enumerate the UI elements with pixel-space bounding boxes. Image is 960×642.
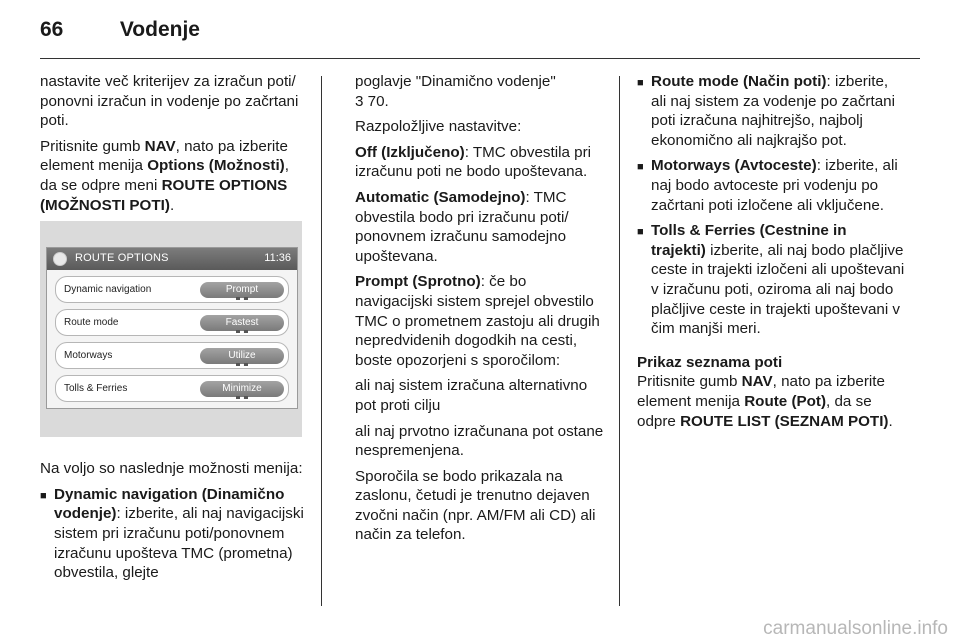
option-label: Dynamic navigation	[64, 283, 152, 295]
nav-key: NAV	[144, 137, 176, 155]
setting-description: : TMC obvestila pri izračunu poti ne bodo upoštevana.	[355, 143, 592, 181]
option-value[interactable]	[200, 282, 284, 298]
page-title: Vodenje	[119, 18, 200, 41]
bullet-text	[54, 485, 310, 583]
clock: 11:36	[264, 252, 291, 265]
dots-indicator	[236, 363, 248, 369]
option-route-mode[interactable]	[55, 309, 289, 336]
option-dynamic-navigation[interactable]	[55, 276, 289, 303]
screen-titlebar	[47, 248, 297, 270]
option-motorways[interactable]	[55, 342, 289, 369]
option-value[interactable]	[200, 381, 284, 397]
setting-description: : TMC obvestila bodo pri izračunu poti/ ponovnem izračunu samodejno upoštevana.	[355, 188, 569, 265]
paragraph-options-available: Na voljo so naslednje možnosti menija:	[40, 460, 303, 478]
option-label: Motorways	[64, 349, 113, 361]
paragraph-messages: Sporočila se bodo prikazala na zaslonu, četudi je trenutno dejaven zvočni način (npr. AM/FM ali CD) ali način za telefon.	[355, 467, 596, 544]
paragraph-original: ali naj prvotno izračunana pot ostane nespremenjena.	[355, 422, 604, 460]
text: , da se odpre meni	[40, 157, 289, 194]
nav-key: NAV	[741, 373, 773, 391]
text: Pritisnite gumb	[637, 373, 742, 391]
menu-options: Options (Možnosti)	[147, 157, 285, 175]
setting-description: : če bo navigacijski sistem sprejel obvestilo TMC o prometnem zastoju ali drugih nepredvidenih dogodkih na cesti, boste opozorjeni s sporočilom:	[355, 273, 600, 369]
menu-route: Route (Pot)	[744, 392, 827, 410]
text: .	[888, 412, 893, 430]
paragraph-instructions	[40, 137, 310, 215]
setting-off	[355, 143, 605, 182]
setting-automatic	[355, 188, 605, 266]
bullet-description: : izberite, ali naj navigacijski sistem pri izračunu poti/ponovnem izračunu upošteva TMC (prometna) obvestila, glejte	[54, 505, 304, 582]
menu-route-list: ROUTE LIST (SEZNAM POTI)	[680, 412, 889, 430]
page-header	[40, 18, 200, 42]
bullet-description: : izberite, ali naj bodo avtoceste pri vodenju po začrtani poti izločene ali vključene.	[651, 157, 898, 214]
bullet-text	[651, 221, 905, 339]
page-reference: 3 70.	[355, 92, 389, 110]
dots-indicator	[236, 330, 248, 336]
setting-term: Automatic (Samodejno)	[355, 188, 526, 206]
paragraph-settings: Razpoložljive nastavitve:	[355, 118, 522, 136]
option-tolls-ferries[interactable]	[55, 375, 289, 402]
column-2	[355, 72, 605, 551]
bullet-motorways	[637, 156, 905, 215]
bullet-term: Route mode (Način poti)	[651, 73, 827, 90]
page-number: 66	[40, 18, 64, 41]
option-value[interactable]	[200, 348, 284, 364]
bullet-dynamic-navigation	[40, 485, 310, 583]
text: .	[169, 196, 175, 214]
option-label: Tolls & Ferries	[64, 382, 128, 394]
text: Pritisnite gumb	[40, 137, 145, 155]
bullet-term: Tolls & Ferries (Cestnine in trajekti)	[651, 222, 847, 259]
column-divider-1	[321, 76, 322, 606]
text: poglavje "Dinamično vodenje"	[355, 73, 556, 90]
bullet-text	[651, 156, 905, 215]
column-divider-2	[619, 76, 620, 606]
bullet-route-mode	[637, 72, 905, 150]
watermark: carmanualsonline.info	[763, 618, 948, 639]
column-1	[40, 72, 310, 589]
bullet-description: : izberite, ali naj sistem za vodenje po začrtani poti izračuna najhitrejšo, najbolj ekonomično ali najkrajšo pot.	[651, 73, 895, 149]
paragraph-intro: nastavite več kriterijev za izračun poti/ ponovni izračun in vodenje po začrtani poti.	[40, 73, 299, 130]
option-value-text: Minimize	[222, 382, 262, 394]
dots-indicator	[236, 297, 248, 303]
header-rule	[40, 58, 920, 59]
dots-indicator	[236, 396, 248, 402]
menu-route-options: ROUTE OPTIONS (MOŽNOSTI POTI)	[40, 176, 288, 214]
bullet-square-icon: ■	[637, 226, 644, 239]
text: , nato pa izberite element menija	[40, 137, 288, 175]
bullet-square-icon: ■	[40, 489, 47, 502]
option-value-text: Fastest	[225, 316, 259, 328]
option-label: Route mode	[64, 316, 119, 328]
setting-prompt	[355, 272, 605, 370]
setting-term: Off (Izključeno)	[355, 143, 465, 161]
paragraph-chapter-ref	[355, 72, 605, 111]
section-heading: Prikaz seznama poti	[637, 353, 783, 371]
text: , da se odpre	[637, 392, 872, 430]
option-value-text: Prompt	[225, 283, 259, 295]
bullet-tolls-ferries	[637, 221, 905, 339]
brand-logo-icon	[53, 252, 67, 266]
bullet-term: Dynamic navigation (Dinamično vodenje)	[54, 485, 285, 523]
option-value-text: Utilize	[228, 349, 256, 361]
device-screen	[46, 247, 298, 409]
paragraph-alternative: ali naj sistem izračuna alternativno pot proti cilju	[355, 377, 588, 414]
bullet-description: izberite, ali naj bodo plačljive ceste in trajekti izločeni ali upoštevani v izračunu poti, oziroma ali naj bodo plačljive ceste in trajekti upoštevani v čim manjši meri.	[651, 241, 905, 338]
text: , nato pa izberite element menija	[637, 373, 885, 410]
screen-title: ROUTE OPTIONS	[75, 252, 169, 265]
option-value[interactable]	[200, 315, 284, 331]
paragraph-route-list	[637, 372, 905, 431]
setting-term: Prompt (Sprotno)	[355, 273, 481, 291]
column-3	[637, 72, 905, 437]
route-options-figure	[40, 221, 302, 437]
bullet-square-icon: ■	[637, 77, 644, 89]
bullet-text	[651, 72, 905, 150]
bullet-square-icon: ■	[637, 161, 644, 174]
bullet-term: Motorways (Avtoceste)	[651, 157, 817, 175]
